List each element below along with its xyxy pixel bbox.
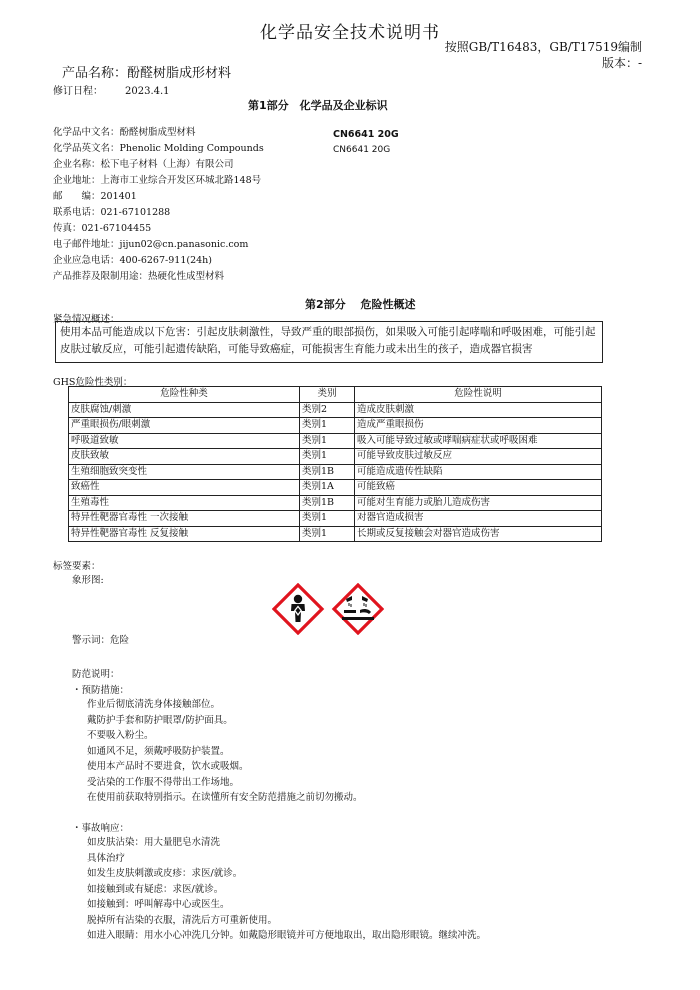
prevention-label: ・预防措施： bbox=[72, 685, 130, 696]
list-item: 在使用前获取特别指示。在读懂所有安全防范措施之前切勿搬动。 bbox=[87, 792, 363, 803]
list-item: 戴防护手套和防护眼罩/防护面具。 bbox=[87, 714, 233, 726]
revision-date bbox=[53, 82, 170, 97]
section2-heading: 第2部分 危险性概述 bbox=[305, 298, 416, 311]
cell-hazard: 特异性靶器官毒性 反复接触 bbox=[69, 526, 300, 542]
cell-statement: 可能对生育能力或胎儿造成伤害 bbox=[355, 495, 602, 511]
table-row bbox=[69, 449, 602, 465]
cell-hazard: 严重眼损伤/眼刺激 bbox=[69, 418, 300, 434]
table-row bbox=[69, 402, 602, 418]
header-category: 类别 bbox=[300, 387, 355, 403]
table-row bbox=[69, 511, 602, 527]
table-row bbox=[69, 464, 602, 480]
product-code: CN6641 20G bbox=[333, 145, 391, 155]
table-row bbox=[69, 433, 602, 449]
pictogram-label: 象形图: bbox=[72, 575, 104, 586]
cell-statement: 吸入可能导致过敏或哮喘病症状或呼吸困难 bbox=[355, 433, 602, 449]
revision-label: 修订日程： bbox=[53, 86, 103, 97]
cell-hazard: 致癌性 bbox=[69, 480, 300, 496]
prevention-list bbox=[87, 697, 363, 806]
label-elements: 标签要素： bbox=[53, 561, 101, 572]
cell-category: 类别1 bbox=[300, 418, 355, 434]
list-item: 如发生皮肤刺激或皮疹：求医/就诊。 bbox=[87, 868, 243, 879]
list-item: 如进入眼睛：用水小心冲洗几分钟。如戴隐形眼镜并可方便地取出，取出隐形眼镜。继续冲洗。 bbox=[87, 930, 487, 941]
signal-word: 警示词：危险 bbox=[72, 635, 130, 646]
cell-statement: 长期或反复接触会对器官造成伤害 bbox=[355, 526, 602, 542]
product-code-bold: CN6641 20G bbox=[333, 129, 399, 140]
list-item: 具体治疗 bbox=[87, 852, 126, 864]
ghs-table bbox=[68, 386, 602, 542]
response-label: ・事故响应： bbox=[72, 823, 130, 834]
ghs-label: GHS危险性类别： bbox=[53, 377, 133, 388]
table-header-row bbox=[69, 387, 602, 403]
pictogram-row bbox=[272, 583, 384, 635]
cell-category: 类别1B bbox=[300, 464, 355, 480]
cell-statement: 可能导致皮肤过敏反应 bbox=[355, 449, 602, 465]
info-line: 企业应急电话：400-6267-911(24h) bbox=[53, 255, 212, 266]
table-row bbox=[69, 495, 602, 511]
standard-reference: 按照GB/T16483，GB/T17519编制 bbox=[444, 40, 642, 54]
cell-statement: 可能致癌 bbox=[355, 480, 602, 496]
header-hazard-statement: 危险性说明 bbox=[355, 387, 602, 403]
list-item: 如接触到或有疑虑：求医/就诊。 bbox=[87, 883, 224, 895]
health-hazard-icon bbox=[274, 585, 322, 633]
list-item: 受沾染的工作服不得带出工作场地。 bbox=[87, 776, 240, 788]
revision-value: 2023.4.1 bbox=[125, 86, 170, 97]
company-info bbox=[53, 125, 264, 285]
document-title: 化学品安全技术说明书 bbox=[260, 23, 440, 43]
cell-hazard: 呼吸道致敏 bbox=[69, 433, 300, 449]
cell-statement: 对器官造成损害 bbox=[355, 511, 602, 527]
info-line: 邮 编：201401 bbox=[53, 191, 137, 202]
info-line: 电子邮件地址：jijun02@cn.panasonic.com bbox=[53, 239, 249, 250]
cell-category: 类别1 bbox=[300, 449, 355, 465]
info-line: 企业地址：上海市工业综合开发区环城北路148号 bbox=[53, 175, 262, 186]
header-hazard-type: 危险性种类 bbox=[69, 387, 300, 403]
cell-statement: 造成严重眼损伤 bbox=[355, 418, 602, 434]
ghs-pictograms bbox=[272, 583, 384, 639]
cell-category: 类别1B bbox=[300, 495, 355, 511]
cell-statement: 造成皮肤刺激 bbox=[355, 402, 602, 418]
product-name: 产品名称：酚醛树脂成形材料 bbox=[62, 66, 232, 81]
list-item: 作业后彻底清洗身体接触部位。 bbox=[87, 699, 221, 710]
precaution-label: 防范说明： bbox=[72, 669, 120, 680]
response-list bbox=[87, 835, 486, 944]
info-line: 化学品英文名：Phenolic Molding Compounds bbox=[53, 143, 264, 154]
cell-category: 类别1 bbox=[300, 511, 355, 527]
cell-hazard: 皮肤致敏 bbox=[69, 449, 300, 465]
emergency-overview-box: 使用本品可能造成以下危害：引起皮肤刺激性，导致严重的眼部损伤，如果吸入可能引起哮喘和呼吸困难，可能引起皮肤过敏反应，可能引起遗传缺陷，可能导致癌症，可能损害生育能力或未出生的孩子，造成器官损害 bbox=[55, 321, 603, 363]
cell-category: 类别2 bbox=[300, 402, 355, 418]
table-row bbox=[69, 418, 602, 434]
corrosion-icon bbox=[334, 585, 382, 633]
cell-hazard: 生殖细胞致突变性 bbox=[69, 464, 300, 480]
list-item: 如通风不足，须戴呼吸防护装置。 bbox=[87, 745, 230, 757]
cell-statement: 可能造成遗传性缺陷 bbox=[355, 464, 602, 480]
cell-category: 类别1A bbox=[300, 480, 355, 496]
list-item: 不要吸入粉尘。 bbox=[87, 730, 154, 741]
version: 版本：- bbox=[601, 56, 642, 70]
emergency-label: 紧急情况概述： bbox=[53, 314, 120, 325]
info-line: 化学品中文名：酚醛树脂成型材料 bbox=[53, 127, 196, 138]
info-line: 传真：021-67104455 bbox=[53, 223, 152, 234]
table-row bbox=[69, 480, 602, 496]
cell-hazard: 生殖毒性 bbox=[69, 495, 300, 511]
table-row bbox=[69, 526, 602, 542]
section1-heading: 第1部分 化学品及企业标识 bbox=[248, 99, 388, 112]
list-item: 如皮肤沾染：用大量肥皂水清洗 bbox=[87, 837, 221, 848]
list-item: 脱掉所有沾染的衣服，清洗后方可重新使用。 bbox=[87, 914, 278, 926]
cell-category: 类别1 bbox=[300, 433, 355, 449]
info-line: 产品推荐及限制用途：热硬化性成型材料 bbox=[53, 271, 225, 282]
list-item: 使用本产品时不要进食，饮水或吸烟。 bbox=[87, 761, 249, 772]
cell-category: 类别1 bbox=[300, 526, 355, 542]
info-line: 企业名称：松下电子材料（上海）有限公司 bbox=[53, 159, 234, 170]
info-line: 联系电话：021-67101288 bbox=[53, 207, 171, 218]
cell-hazard: 皮肤腐蚀/刺激 bbox=[69, 402, 300, 418]
list-item: 如接触到：呼叫解毒中心或医生。 bbox=[87, 899, 230, 910]
cell-hazard: 特异性靶器官毒性 一次接触 bbox=[69, 511, 300, 527]
